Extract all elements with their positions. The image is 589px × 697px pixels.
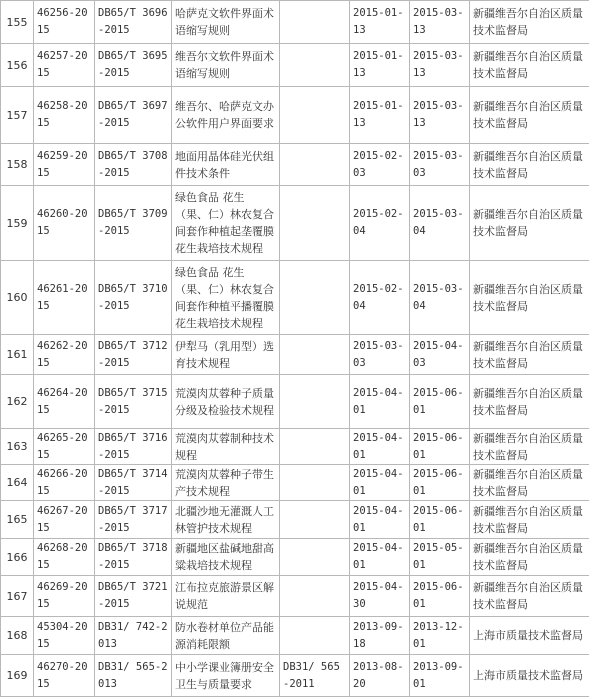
filing-number: 46262-2015 (34, 335, 95, 375)
issue-date: 2013-08-20 (350, 655, 410, 697)
table-row (1, 375, 589, 429)
effective-date: 2015-04-03 (410, 335, 470, 375)
row-number: 160 (1, 261, 34, 335)
replaced-standard (280, 501, 350, 539)
standard-number: DB65/T 3709-2015 (95, 186, 172, 261)
standard-title: 中小学课业簿册安全卫生与质量要求 (172, 655, 280, 697)
standard-title: 维吾尔、哈萨克文办公软件用户界面要求 (172, 87, 280, 144)
table-row (1, 44, 589, 87)
issue-date: 2015-02-04 (350, 261, 410, 335)
replaced-standard (280, 539, 350, 576)
issue-date: 2015-01-13 (350, 87, 410, 144)
effective-date: 2013-09-01 (410, 655, 470, 697)
effective-date: 2015-05-01 (410, 539, 470, 576)
filing-number: 46258-2015 (34, 87, 95, 144)
row-number: 161 (1, 335, 34, 375)
row-number: 163 (1, 429, 34, 465)
table-row (1, 87, 589, 144)
standard-number: DB65/T 3712-2015 (95, 335, 172, 375)
issuing-department: 上海市质量技术监督局 (470, 617, 589, 655)
standard-number: DB65/T 3716-2015 (95, 429, 172, 465)
standard-title: 绿色食品 花生（果、仁）林农复合间套作种植起垄覆膜花生栽培技术规程 (172, 186, 280, 261)
issue-date: 2013-09-18 (350, 617, 410, 655)
table-row (1, 144, 589, 186)
row-number: 167 (1, 576, 34, 617)
effective-date: 2015-06-01 (410, 465, 470, 501)
table-row (1, 335, 589, 375)
row-number: 155 (1, 1, 34, 44)
standard-number: DB65/T 3697-2015 (95, 87, 172, 144)
effective-date: 2015-03-13 (410, 1, 470, 44)
filing-number: 46270-2015 (34, 655, 95, 697)
issue-date: 2015-04-01 (350, 429, 410, 465)
standard-title: 哈萨克文软件界面术语缩写规则 (172, 1, 280, 44)
standard-number: DB31/ 742-2013 (95, 617, 172, 655)
standard-number: DB65/T 3708-2015 (95, 144, 172, 186)
standard-number: DB65/T 3717-2015 (95, 501, 172, 539)
effective-date: 2015-06-01 (410, 429, 470, 465)
issue-date: 2015-04-01 (350, 539, 410, 576)
filing-number: 46266-2015 (34, 465, 95, 501)
standard-title: 伊犁马（乳用型）选育技术规程 (172, 335, 280, 375)
row-number: 165 (1, 501, 34, 539)
issuing-department: 新疆维吾尔自治区质量技术监督局 (470, 186, 589, 261)
issue-date: 2015-04-01 (350, 465, 410, 501)
replaced-standard (280, 87, 350, 144)
issuing-department: 新疆维吾尔自治区质量技术监督局 (470, 501, 589, 539)
table-row (1, 501, 589, 539)
replaced-standard (280, 144, 350, 186)
issue-date: 2015-01-13 (350, 44, 410, 87)
standard-title: 维吾尔文软件界面术语缩写规则 (172, 44, 280, 87)
row-number: 162 (1, 375, 34, 429)
standard-number: DB65/T 3715-2015 (95, 375, 172, 429)
replaced-standard (280, 261, 350, 335)
filing-number: 46264-2015 (34, 375, 95, 429)
row-number: 157 (1, 87, 34, 144)
standard-number: DB65/T 3721-2015 (95, 576, 172, 617)
effective-date: 2015-06-01 (410, 501, 470, 539)
table-row (1, 186, 589, 261)
effective-date: 2015-03-04 (410, 186, 470, 261)
replaced-standard (280, 576, 350, 617)
issue-date: 2015-04-01 (350, 501, 410, 539)
table-row (1, 539, 589, 576)
issuing-department: 新疆维吾尔自治区质量技术监督局 (470, 261, 589, 335)
issuing-department: 新疆维吾尔自治区质量技术监督局 (470, 87, 589, 144)
filing-number: 46265-2015 (34, 429, 95, 465)
issuing-department: 新疆维吾尔自治区质量技术监督局 (470, 576, 589, 617)
filing-number: 45304-2015 (34, 617, 95, 655)
replaced-standard (280, 465, 350, 501)
filing-number: 46261-2015 (34, 261, 95, 335)
table-row (1, 429, 589, 465)
replaced-standard (280, 375, 350, 429)
table-row (1, 1, 589, 44)
replaced-standard: DB31/ 565-2011 (280, 655, 350, 697)
issuing-department: 新疆维吾尔自治区质量技术监督局 (470, 335, 589, 375)
standard-title: 荒漠肉苁蓉种子带生产技术规程 (172, 465, 280, 501)
table-row (1, 465, 589, 501)
replaced-standard (280, 44, 350, 87)
filing-number: 46257-2015 (34, 44, 95, 87)
issuing-department: 新疆维吾尔自治区质量技术监督局 (470, 144, 589, 186)
effective-date: 2015-06-01 (410, 375, 470, 429)
filing-number: 46260-2015 (34, 186, 95, 261)
row-number: 166 (1, 539, 34, 576)
table-row (1, 261, 589, 335)
standard-number: DB65/T 3714-2015 (95, 465, 172, 501)
issuing-department: 新疆维吾尔自治区质量技术监督局 (470, 465, 589, 501)
effective-date: 2015-03-03 (410, 144, 470, 186)
standard-title: 江布拉克旅游景区解说规范 (172, 576, 280, 617)
table-row (1, 655, 589, 697)
replaced-standard (280, 429, 350, 465)
standard-number: DB65/T 3710-2015 (95, 261, 172, 335)
row-number: 169 (1, 655, 34, 697)
standard-title: 绿色食品 花生（果、仁）林农复合间套作种植平播覆膜花生栽培技术规程 (172, 261, 280, 335)
row-number: 168 (1, 617, 34, 655)
filing-number: 46267-2015 (34, 501, 95, 539)
standard-number: DB31/ 565-2013 (95, 655, 172, 697)
filing-number: 46268-2015 (34, 539, 95, 576)
issue-date: 2015-04-30 (350, 576, 410, 617)
standard-title: 北疆沙地无灌溉人工林管护技术规程 (172, 501, 280, 539)
row-number: 164 (1, 465, 34, 501)
standard-number: DB65/T 3695-2015 (95, 44, 172, 87)
standard-number: DB65/T 3718-2015 (95, 539, 172, 576)
filing-number: 46269-2015 (34, 576, 95, 617)
replaced-standard (280, 1, 350, 44)
row-number: 156 (1, 44, 34, 87)
standard-title: 地面用晶体硅光伏组件技术条件 (172, 144, 280, 186)
standard-title: 荒漠肉苁蓉制种技术规程 (172, 429, 280, 465)
issuing-department: 新疆维吾尔自治区质量技术监督局 (470, 539, 589, 576)
table-row (1, 617, 589, 655)
standard-title: 荒漠肉苁蓉种子质量分级及检验技术规程 (172, 375, 280, 429)
issue-date: 2015-04-01 (350, 375, 410, 429)
row-number: 158 (1, 144, 34, 186)
issue-date: 2015-02-04 (350, 186, 410, 261)
standard-title: 新疆地区盐碱地甜高粱栽培技术规程 (172, 539, 280, 576)
effective-date: 2013-12-01 (410, 617, 470, 655)
issue-date: 2015-01-13 (350, 1, 410, 44)
issuing-department: 新疆维吾尔自治区质量技术监督局 (470, 375, 589, 429)
issuing-department: 新疆维吾尔自治区质量技术监督局 (470, 1, 589, 44)
issuing-department: 新疆维吾尔自治区质量技术监督局 (470, 429, 589, 465)
issue-date: 2015-03-03 (350, 335, 410, 375)
effective-date: 2015-03-04 (410, 261, 470, 335)
effective-date: 2015-03-13 (410, 44, 470, 87)
table-row (1, 576, 589, 617)
row-number: 159 (1, 186, 34, 261)
replaced-standard (280, 617, 350, 655)
standard-title: 防水卷材单位产品能源消耗限额 (172, 617, 280, 655)
effective-date: 2015-06-01 (410, 576, 470, 617)
filing-number: 46256-2015 (34, 1, 95, 44)
standard-number: DB65/T 3696-2015 (95, 1, 172, 44)
filing-number: 46259-2015 (34, 144, 95, 186)
issuing-department: 上海市质量技术监督局 (470, 655, 589, 697)
issuing-department: 新疆维吾尔自治区质量技术监督局 (470, 44, 589, 87)
effective-date: 2015-03-13 (410, 87, 470, 144)
issue-date: 2015-02-03 (350, 144, 410, 186)
replaced-standard (280, 335, 350, 375)
replaced-standard (280, 186, 350, 261)
